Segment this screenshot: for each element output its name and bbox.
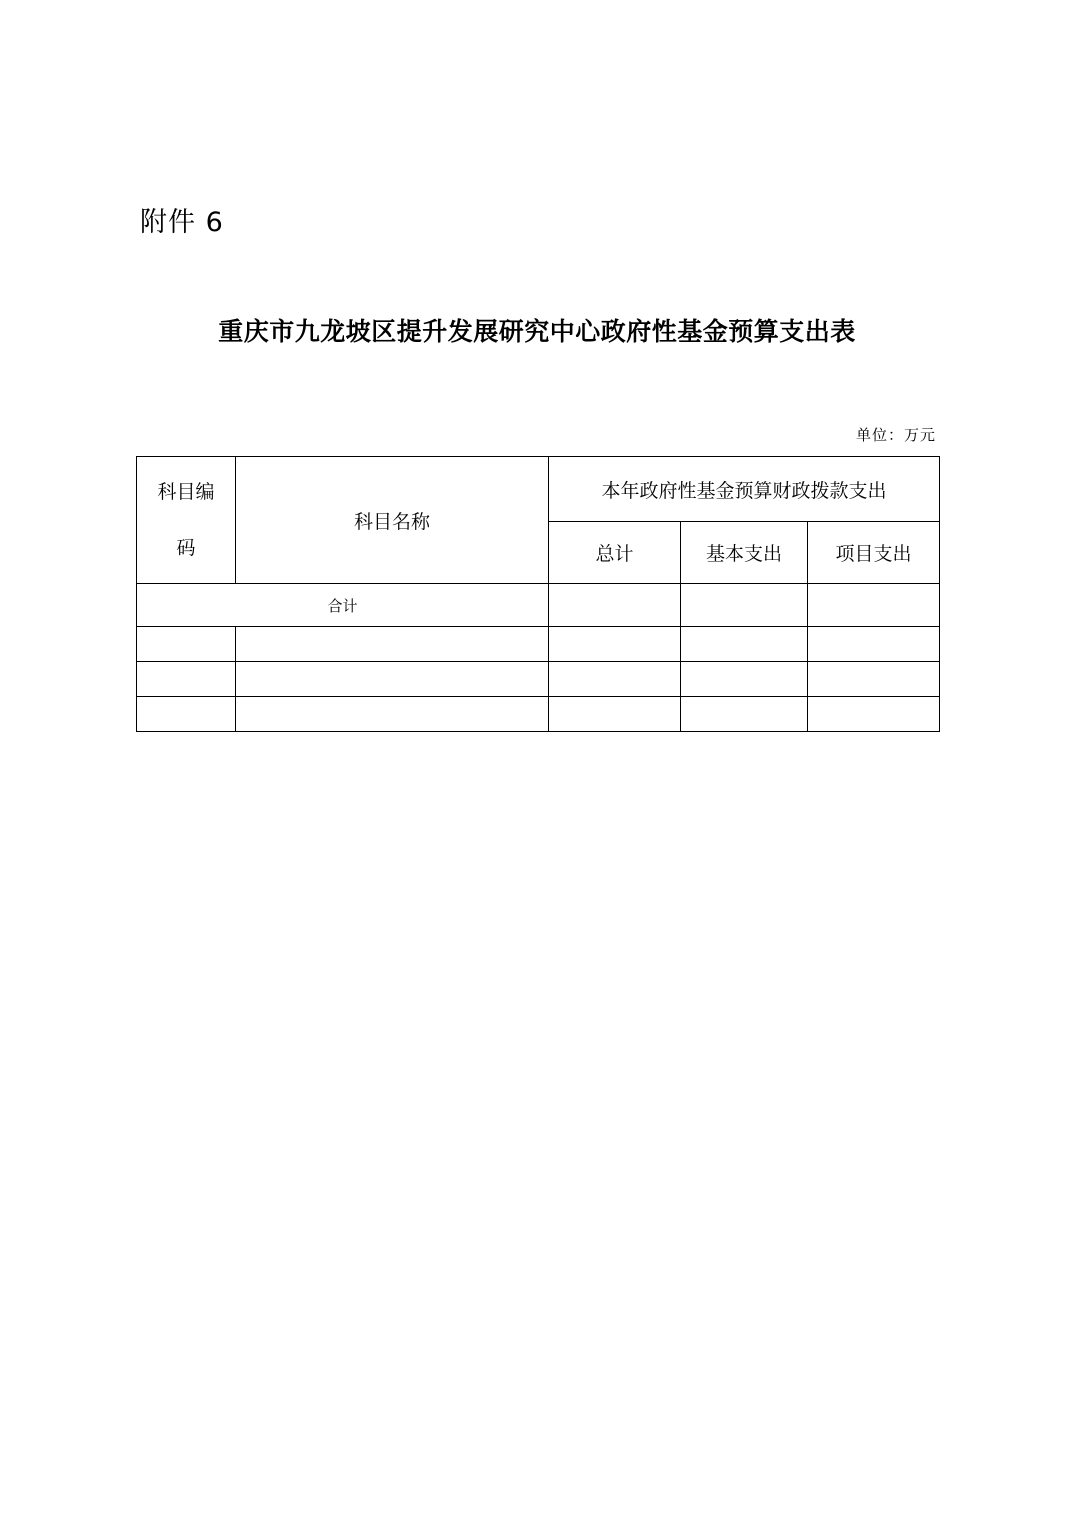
basic-cell <box>681 627 808 662</box>
header-subject-name: 科目名称 <box>236 457 549 584</box>
total-total-cell <box>549 584 681 627</box>
attachment-label: 附件 6 <box>140 207 224 238</box>
project-cell <box>808 697 940 732</box>
table-row <box>137 697 940 732</box>
project-cell <box>808 627 940 662</box>
basic-cell <box>681 662 808 697</box>
code-cell <box>137 627 236 662</box>
header-fund-expenditure-group: 本年政府性基金预算财政拨款支出 <box>549 457 940 522</box>
page-title: 重庆市九龙坡区提升发展研究中心政府性基金预算支出表 <box>218 317 856 346</box>
name-cell <box>236 627 549 662</box>
total-project-cell <box>808 584 940 627</box>
total-cell <box>549 697 681 732</box>
total-basic-cell <box>681 584 808 627</box>
header-basic-expenditure: 基本支出 <box>681 522 808 584</box>
total-label: 合计 <box>137 584 549 627</box>
total-cell <box>549 627 681 662</box>
header-subject-code-line2: 码 <box>176 537 196 559</box>
header-row-1 <box>137 457 940 522</box>
name-cell <box>236 697 549 732</box>
code-cell <box>137 662 236 697</box>
unit-label: 单位：万元 <box>855 426 936 444</box>
table-row <box>137 627 940 662</box>
table-row <box>137 662 940 697</box>
header-subject-code <box>137 457 236 584</box>
header-subject-code-line1: 科目编 <box>157 481 215 503</box>
project-cell <box>808 662 940 697</box>
name-cell <box>236 662 549 697</box>
header-total: 总计 <box>549 522 681 584</box>
budget-expenditure-table <box>136 456 940 732</box>
code-cell <box>137 697 236 732</box>
header-project-expenditure: 项目支出 <box>808 522 940 584</box>
total-cell <box>549 662 681 697</box>
total-row <box>137 584 940 627</box>
basic-cell <box>681 697 808 732</box>
